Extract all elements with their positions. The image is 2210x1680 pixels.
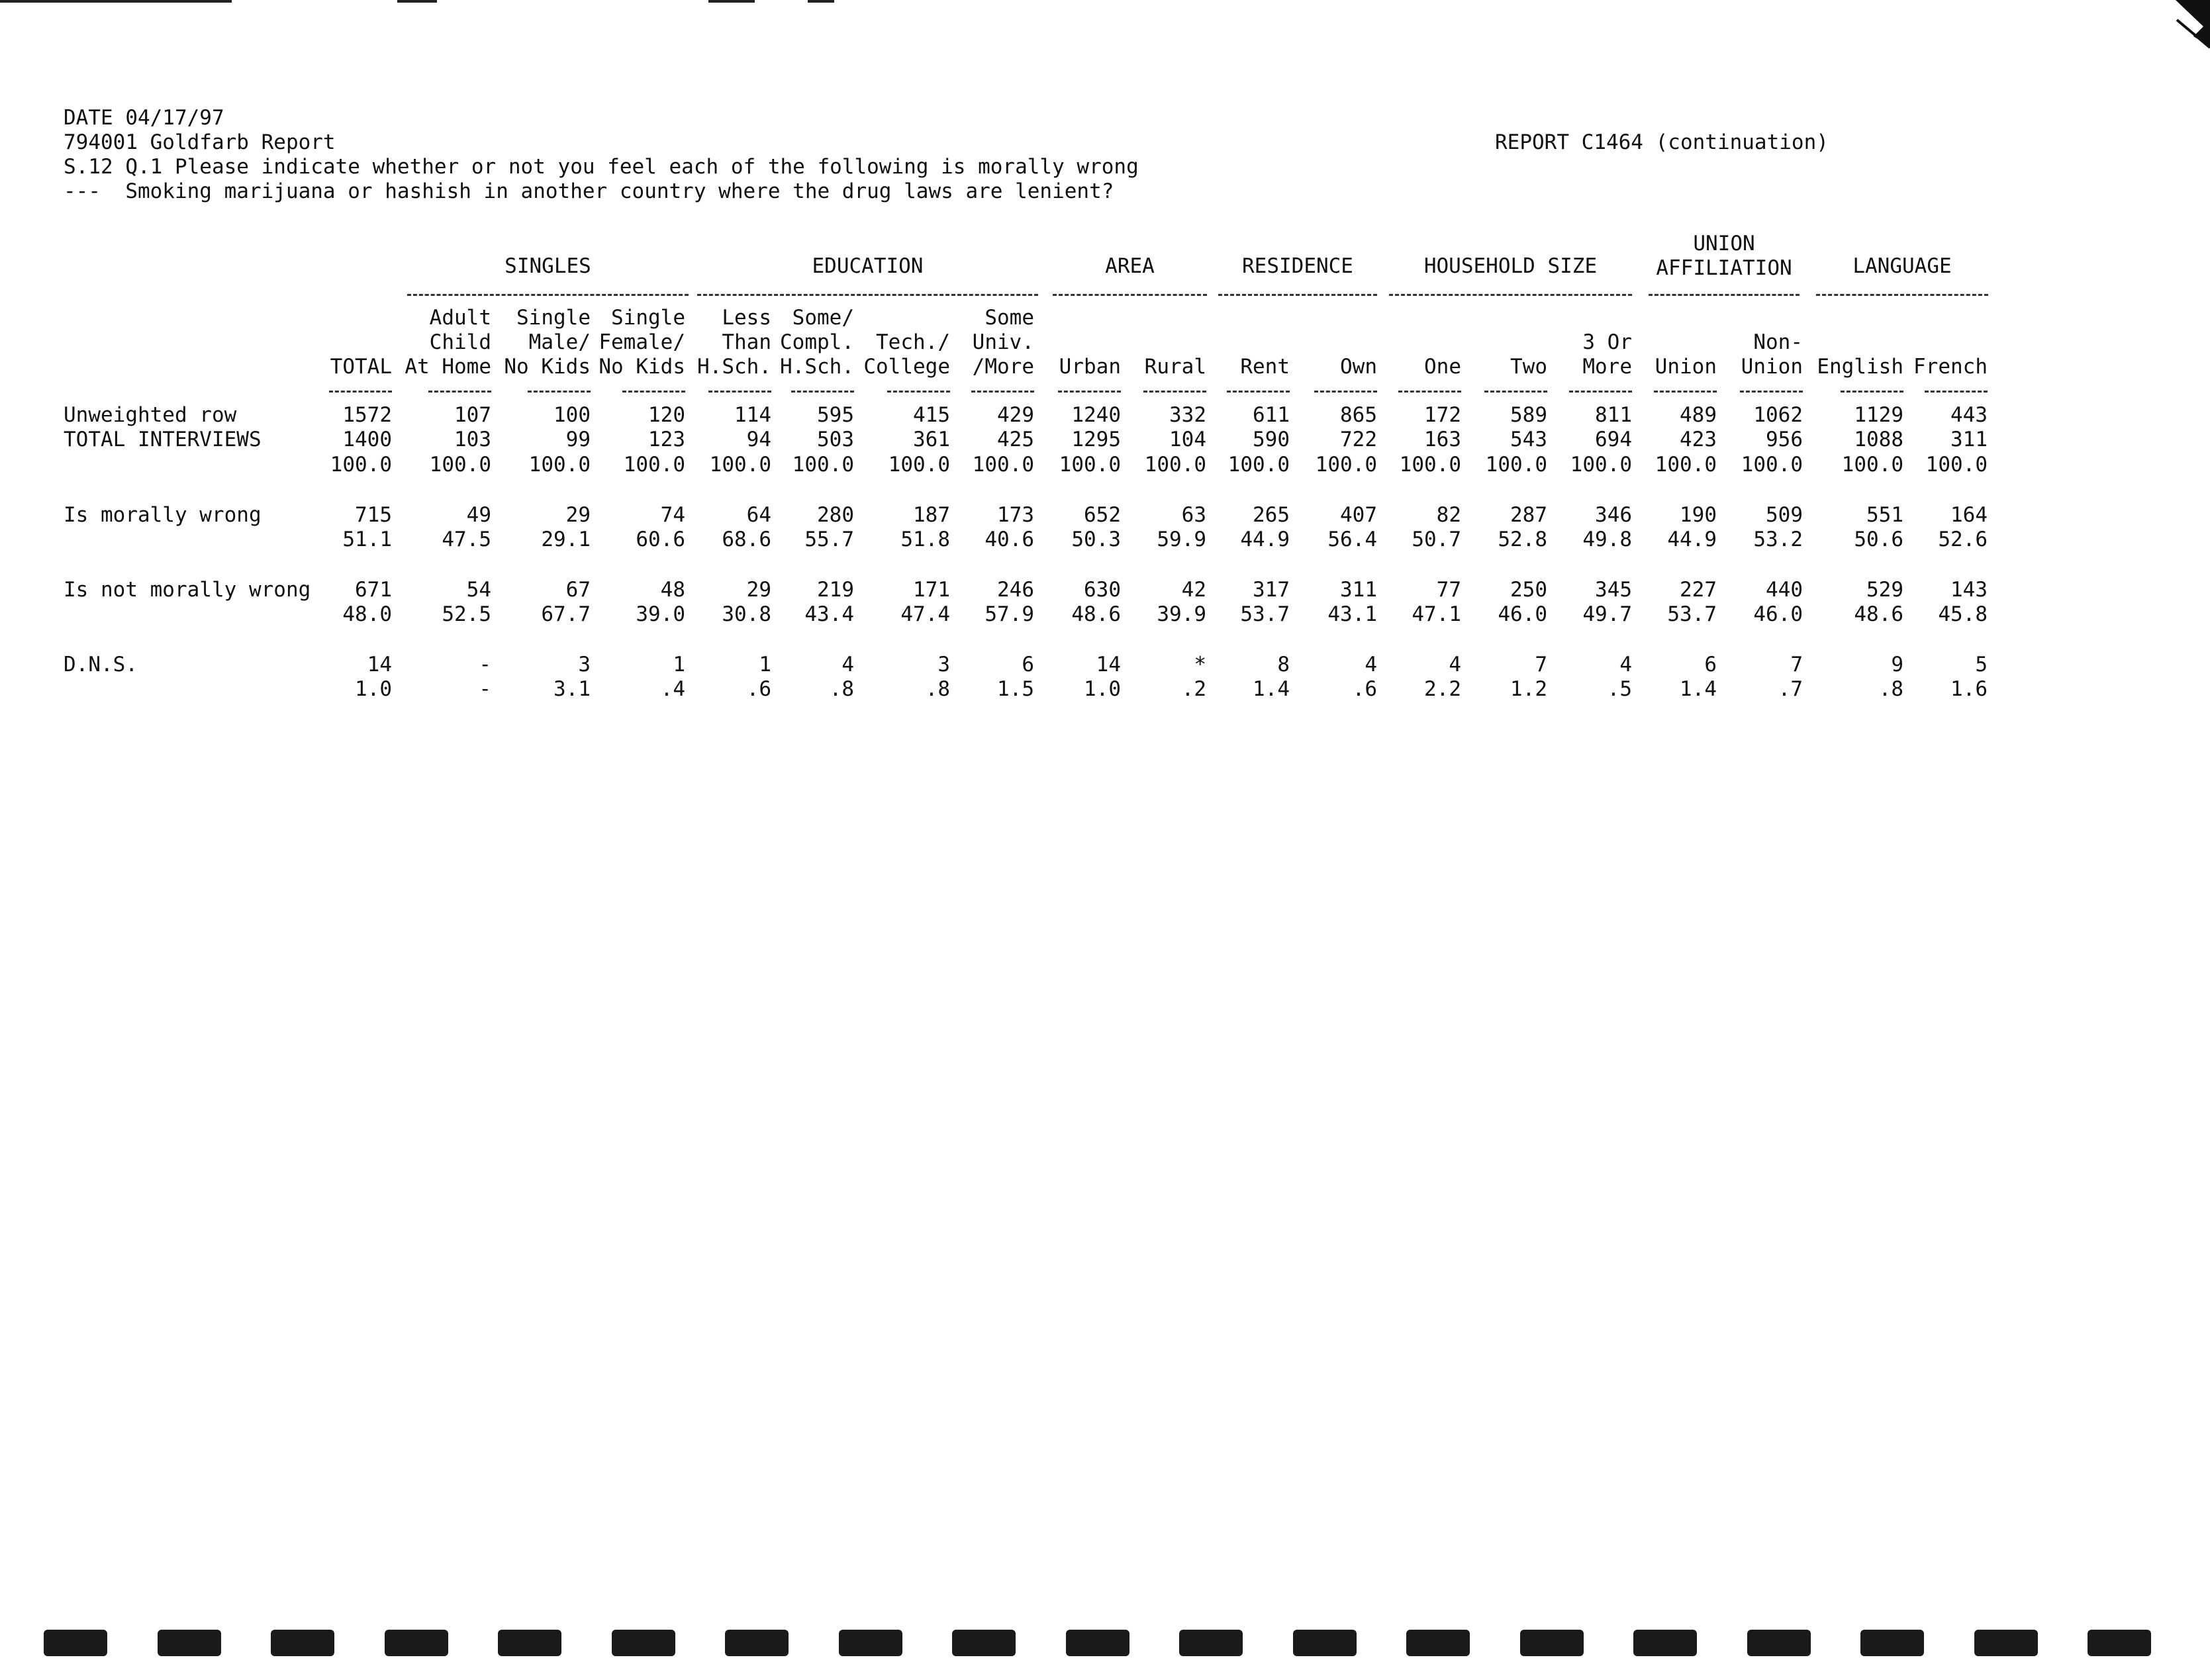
table-cell: 68.6 <box>722 528 771 551</box>
table-cell: 49.8 <box>1582 528 1632 551</box>
group-header: SINGLES <box>504 254 591 278</box>
table-cell: 46.0 <box>1498 602 1547 626</box>
column-header: 3 Or More <box>1582 330 1632 379</box>
column-header: Tech./ College <box>863 330 950 379</box>
table-cell: 219 <box>817 578 854 602</box>
table-cell: 1 <box>759 653 771 677</box>
table-cell: 50.6 <box>1854 528 1903 551</box>
date-line: DATE 04/17/97 <box>64 106 224 130</box>
top-edge-mark <box>0 0 232 3</box>
group-rule <box>1053 294 1207 296</box>
table-cell: 317 <box>1253 578 1290 602</box>
table-cell: 1572 <box>342 403 392 427</box>
table-cell: 63 <box>1181 503 1206 527</box>
group-rule <box>1649 294 1800 296</box>
table-cell: 53.2 <box>1753 528 1803 551</box>
column-rule <box>1058 391 1121 393</box>
table-cell: 143 <box>1950 578 1988 602</box>
table-cell: 43.4 <box>804 602 854 626</box>
punch-hole <box>1860 1630 1924 1656</box>
table-cell: .5 <box>1607 677 1632 701</box>
table-cell: 715 <box>355 503 392 527</box>
table-cell: 114 <box>734 403 771 427</box>
table-cell: 100.0 <box>1144 453 1206 477</box>
table-cell: 590 <box>1253 428 1290 451</box>
table-cell: 361 <box>913 428 950 451</box>
table-cell: 164 <box>1950 503 1988 527</box>
table-cell: 100.0 <box>888 453 950 477</box>
table-cell: 30.8 <box>722 602 771 626</box>
column-rule <box>1314 391 1377 393</box>
table-cell: 415 <box>913 403 950 427</box>
table-cell: 9 <box>1891 653 1903 677</box>
table-cell: 52.5 <box>442 602 491 626</box>
table-cell: 100.0 <box>1059 453 1121 477</box>
table-cell: 107 <box>454 403 491 427</box>
punch-hole <box>1520 1630 1584 1656</box>
table-cell: 6 <box>1704 653 1717 677</box>
table-cell: 47.4 <box>900 602 950 626</box>
table-cell: 49.7 <box>1582 602 1632 626</box>
group-header: LANGUAGE <box>1852 254 1952 278</box>
table-cell: 40.6 <box>985 528 1034 551</box>
table-cell: 7 <box>1790 653 1803 677</box>
table-cell: 163 <box>1424 428 1461 451</box>
table-cell: 53.7 <box>1667 602 1717 626</box>
group-header: AREA <box>1105 254 1155 278</box>
table-cell: 6 <box>1022 653 1034 677</box>
column-rule <box>1484 391 1547 393</box>
row-label: TOTAL INTERVIEWS <box>64 428 262 451</box>
table-cell: 1.6 <box>1950 677 1988 701</box>
punch-hole <box>1747 1630 1811 1656</box>
table-cell: 64 <box>746 503 771 527</box>
table-cell: 100.0 <box>623 453 685 477</box>
table-cell: 100.0 <box>429 453 491 477</box>
table-cell: 265 <box>1253 503 1290 527</box>
table-cell: 14 <box>1096 653 1121 677</box>
table-cell: 60.6 <box>636 528 685 551</box>
table-cell: 407 <box>1340 503 1377 527</box>
table-cell: 67.7 <box>541 602 591 626</box>
table-cell: 1295 <box>1071 428 1121 451</box>
column-rule <box>1841 391 1903 393</box>
table-cell: 45.8 <box>1938 602 1988 626</box>
table-cell: 172 <box>1424 403 1461 427</box>
column-header: Rent <box>1240 355 1290 379</box>
group-rule <box>697 294 1038 296</box>
punch-hole <box>1406 1630 1470 1656</box>
row-label: Unweighted row <box>64 403 237 427</box>
table-cell: 50.3 <box>1071 528 1121 551</box>
table-cell: 1.4 <box>1253 677 1290 701</box>
table-cell: 51.1 <box>342 528 392 551</box>
table-cell: .8 <box>925 677 950 701</box>
column-header: Two <box>1510 355 1547 379</box>
top-edge-mark <box>808 0 834 3</box>
table-cell: 865 <box>1340 403 1377 427</box>
table-cell: 4 <box>1449 653 1461 677</box>
table-cell: 187 <box>913 503 950 527</box>
table-cell: 1 <box>673 653 685 677</box>
table-cell: 100.0 <box>1315 453 1377 477</box>
table-cell: 280 <box>817 503 854 527</box>
table-cell: 551 <box>1866 503 1903 527</box>
row-label: Is not morally wrong <box>64 578 311 602</box>
group-header: HOUSEHOLD SIZE <box>1423 254 1598 278</box>
table-cell: 50.7 <box>1412 528 1461 551</box>
table-cell: 811 <box>1595 403 1632 427</box>
table-cell: 671 <box>355 578 392 602</box>
question-text: S.12 Q.1 Please indicate whether or not you feel each of the following is morally wrong <box>64 155 1139 179</box>
table-cell: 52.6 <box>1938 528 1988 551</box>
table-cell: 46.0 <box>1753 602 1803 626</box>
punch-hole <box>612 1630 675 1656</box>
table-cell: .8 <box>1878 677 1903 701</box>
table-cell: 47.1 <box>1412 602 1461 626</box>
table-cell: 489 <box>1680 403 1717 427</box>
table-cell: 74 <box>660 503 685 527</box>
column-header: French <box>1913 355 1988 379</box>
row-label: D.N.S. <box>64 653 138 677</box>
table-cell: 48.6 <box>1854 602 1903 626</box>
table-cell: 311 <box>1340 578 1377 602</box>
column-rule <box>1569 391 1632 393</box>
punch-hole <box>1633 1630 1697 1656</box>
table-cell: 42 <box>1181 578 1206 602</box>
table-cell: 47.5 <box>442 528 491 551</box>
punch-hole <box>2088 1630 2151 1656</box>
punch-hole <box>839 1630 902 1656</box>
column-rule <box>428 391 491 393</box>
report-id: REPORT C1464 (continuation) <box>1495 130 1829 154</box>
table-cell: 59.9 <box>1157 528 1206 551</box>
table-cell: - <box>479 677 491 701</box>
table-cell: 100.0 <box>330 453 392 477</box>
table-cell: 120 <box>648 403 685 427</box>
report-title: 794001 Goldfarb Report <box>64 130 336 154</box>
table-cell: 423 <box>1680 428 1717 451</box>
table-cell: 48.0 <box>342 602 392 626</box>
table-cell: 440 <box>1766 578 1803 602</box>
column-header: Urban <box>1059 355 1121 379</box>
table-cell: 589 <box>1510 403 1547 427</box>
table-cell: 94 <box>746 428 771 451</box>
column-rule <box>1398 391 1461 393</box>
group-header: EDUCATION <box>812 254 924 278</box>
table-cell: - <box>479 653 491 677</box>
table-cell: 29 <box>565 503 591 527</box>
table-cell: .4 <box>660 677 685 701</box>
table-cell: 7 <box>1535 653 1547 677</box>
table-cell: 43.1 <box>1327 602 1377 626</box>
table-cell: 529 <box>1866 578 1903 602</box>
table-cell: 44.9 <box>1667 528 1717 551</box>
table-cell: 29.1 <box>541 528 591 551</box>
table-cell: 100.0 <box>972 453 1034 477</box>
column-rule <box>528 391 591 393</box>
table-cell: 595 <box>817 403 854 427</box>
table-cell: 190 <box>1680 503 1717 527</box>
column-rule <box>791 391 854 393</box>
table-cell: 345 <box>1595 578 1632 602</box>
column-header: Rural <box>1144 355 1206 379</box>
column-rule <box>329 391 392 393</box>
table-cell: 227 <box>1680 578 1717 602</box>
table-cell: 82 <box>1436 503 1461 527</box>
table-cell: 4 <box>841 653 854 677</box>
table-cell: 99 <box>565 428 591 451</box>
table-cell: 5 <box>1975 653 1988 677</box>
group-header: RESIDENCE <box>1242 254 1353 278</box>
top-edge-mark <box>708 0 755 3</box>
table-cell: 2.2 <box>1424 677 1461 701</box>
table-cell: 3 <box>937 653 950 677</box>
column-rule <box>1654 391 1717 393</box>
top-edge-mark <box>397 0 437 3</box>
table-cell: 543 <box>1510 428 1547 451</box>
table-cell: 1129 <box>1854 403 1903 427</box>
punch-hole <box>498 1630 561 1656</box>
report-header <box>64 106 1139 204</box>
table-cell: 722 <box>1340 428 1377 451</box>
table-cell: 1088 <box>1854 428 1903 451</box>
table-cell: 956 <box>1766 428 1803 451</box>
table-cell: 51.8 <box>900 528 950 551</box>
column-rule <box>1143 391 1206 393</box>
table-cell: 1.5 <box>997 677 1034 701</box>
column-rule <box>1740 391 1803 393</box>
column-rule <box>971 391 1034 393</box>
table-cell: 611 <box>1253 403 1290 427</box>
table-cell: 100.0 <box>1841 453 1903 477</box>
table-cell: 100.0 <box>1485 453 1547 477</box>
table-cell: 332 <box>1169 403 1206 427</box>
table-cell: 100.0 <box>1227 453 1290 477</box>
group-rule <box>1816 294 1988 296</box>
table-cell: 49 <box>466 503 491 527</box>
table-cell: 100.0 <box>1741 453 1803 477</box>
punch-hole <box>271 1630 334 1656</box>
subquestion-text: --- Smoking marijuana or hashish in another country where the drug laws are lenient? <box>64 179 1114 203</box>
row-label: Is morally wrong <box>64 503 262 527</box>
column-header: Less Than H.Sch. <box>697 306 771 379</box>
column-header: TOTAL <box>330 355 392 379</box>
column-header: Union <box>1655 355 1717 379</box>
table-cell: 346 <box>1595 503 1632 527</box>
table-cell: 54 <box>466 578 491 602</box>
table-cell: 56.4 <box>1327 528 1377 551</box>
table-cell: 3 <box>578 653 591 677</box>
table-cell: 425 <box>997 428 1034 451</box>
table-cell: 100.0 <box>709 453 771 477</box>
table-cell: 48 <box>660 578 685 602</box>
table-cell: .6 <box>746 677 771 701</box>
punch-hole <box>1974 1630 2038 1656</box>
table-cell: 173 <box>997 503 1034 527</box>
punch-hole <box>725 1630 789 1656</box>
table-cell: 44.9 <box>1240 528 1290 551</box>
column-header: Some Univ. /More <box>972 306 1034 379</box>
table-cell: 250 <box>1510 578 1547 602</box>
punch-hole <box>385 1630 448 1656</box>
table-cell: 1240 <box>1071 403 1121 427</box>
table-cell: 100.0 <box>792 453 854 477</box>
table-cell: 1.2 <box>1510 677 1547 701</box>
punch-hole <box>952 1630 1016 1656</box>
table-cell: 4 <box>1365 653 1377 677</box>
table-cell: 4 <box>1619 653 1632 677</box>
group-rule <box>407 294 689 296</box>
table-cell: 39.9 <box>1157 602 1206 626</box>
column-header: Some/ Compl. H.Sch. <box>780 306 854 379</box>
column-header: Single Female/ No Kids <box>599 306 685 379</box>
table-cell: 8 <box>1277 653 1290 677</box>
table-cell: 67 <box>565 578 591 602</box>
table-cell: .7 <box>1778 677 1803 701</box>
column-header: Non- Union <box>1741 330 1803 379</box>
table-cell: .2 <box>1181 677 1206 701</box>
table-cell: 1.0 <box>1084 677 1121 701</box>
column-rule <box>1227 391 1290 393</box>
table-cell: 287 <box>1510 503 1547 527</box>
table-cell: 123 <box>648 428 685 451</box>
table-cell: 1400 <box>342 428 392 451</box>
table-cell: 100.0 <box>1925 453 1988 477</box>
table-cell: 246 <box>997 578 1034 602</box>
punch-hole <box>1293 1630 1357 1656</box>
table-cell: 100 <box>553 403 591 427</box>
table-cell: 630 <box>1084 578 1121 602</box>
table-cell: 694 <box>1595 428 1632 451</box>
punch-hole <box>1066 1630 1129 1656</box>
table-cell: 171 <box>913 578 950 602</box>
group-rule <box>1218 294 1377 296</box>
table-cell: 311 <box>1950 428 1988 451</box>
punch-hole <box>158 1630 221 1656</box>
table-cell: 100.0 <box>1399 453 1461 477</box>
corner-fold-mark <box>2117 0 2210 60</box>
table-cell: 100.0 <box>1570 453 1632 477</box>
column-rule <box>708 391 771 393</box>
column-header: Adult Child At Home <box>405 306 491 379</box>
table-cell: .6 <box>1352 677 1377 701</box>
table-cell: 48.6 <box>1071 602 1121 626</box>
table-cell: 55.7 <box>804 528 854 551</box>
table-cell: 52.8 <box>1498 528 1547 551</box>
table-cell: 57.9 <box>985 602 1034 626</box>
table-cell: 1062 <box>1753 403 1803 427</box>
column-header: Single Male/ No Kids <box>504 306 591 379</box>
table-cell: 100.0 <box>528 453 591 477</box>
table-cell: 29 <box>746 578 771 602</box>
table-cell: 104 <box>1169 428 1206 451</box>
table-cell: 103 <box>454 428 491 451</box>
table-cell: 3.1 <box>553 677 591 701</box>
column-rule <box>622 391 685 393</box>
punch-hole <box>1179 1630 1243 1656</box>
table-cell: * <box>1194 653 1206 677</box>
table-cell: 100.0 <box>1655 453 1717 477</box>
punch-hole <box>44 1630 107 1656</box>
table-cell: 443 <box>1950 403 1988 427</box>
table-cell: 39.0 <box>636 602 685 626</box>
table-cell: 14 <box>367 653 392 677</box>
table-cell: 429 <box>997 403 1034 427</box>
column-header: Own <box>1340 355 1377 379</box>
table-cell: 77 <box>1436 578 1461 602</box>
table-cell: 652 <box>1084 503 1121 527</box>
group-header: UNION AFFILIATION <box>1656 232 1792 280</box>
group-rule <box>1389 294 1632 296</box>
table-cell: 509 <box>1766 503 1803 527</box>
table-cell: 503 <box>817 428 854 451</box>
table-cell: 53.7 <box>1240 602 1290 626</box>
column-header: One <box>1424 355 1461 379</box>
column-rule <box>887 391 950 393</box>
table-cell: 1.0 <box>355 677 392 701</box>
table-cell: 1.4 <box>1680 677 1717 701</box>
column-rule <box>1925 391 1988 393</box>
column-header: English <box>1817 355 1903 379</box>
table-cell: .8 <box>829 677 854 701</box>
